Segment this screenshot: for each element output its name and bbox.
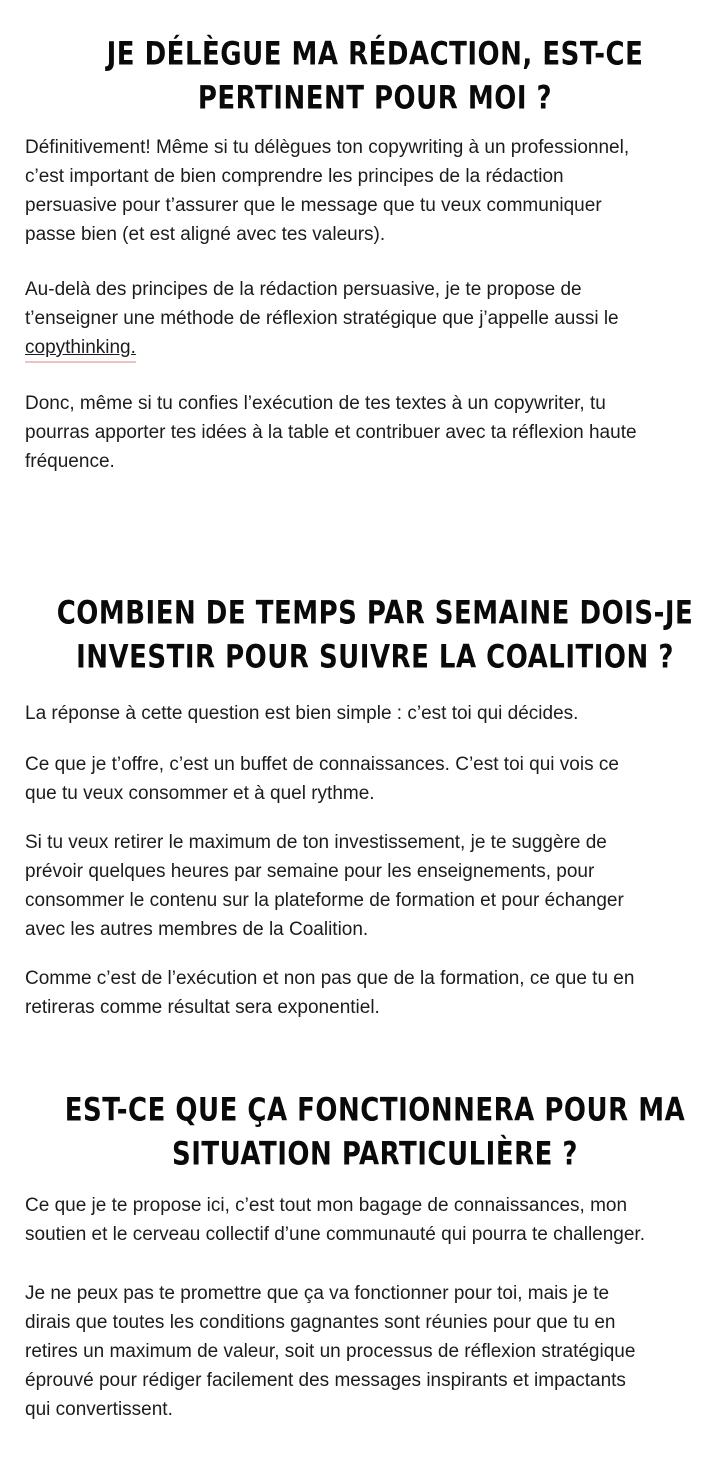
faq-page <box>0 33 727 1464</box>
text-line: c’est important de bien comprendre les principes de la rédaction <box>25 166 564 187</box>
text-line: Comme c’est de l’exécution et non pas que de la formation, ce que tu en <box>25 968 635 989</box>
text-line: Si tu veux retirer le maximum de ton investissement, je te suggère de <box>25 832 607 853</box>
text-line: Au-delà des principes de la rédaction persuasive, je te propose de <box>25 279 582 300</box>
paragraph-lines <box>25 275 725 333</box>
faq-question-particular-situation <box>25 1089 725 1177</box>
text-line: prévoir quelques heures par semaine pour les enseignements, pour <box>25 861 595 882</box>
text-line: Définitivement! Même si tu délègues ton copywriting à un professionnel, <box>25 137 630 158</box>
faq-question-delegation <box>25 33 725 121</box>
faq-heading-line: EST-CE QUE ÇA FONCTIONNERA POUR MA <box>64 1092 686 1130</box>
text-line: dirais que toutes les conditions gagnantes sont réunies pour que tu en <box>25 1312 616 1333</box>
faq-heading-line: INVESTIR POUR SUIVRE LA COALITION ? <box>76 639 674 677</box>
text-line: éprouvé pour rédiger facilement des messages inspirants et impactants <box>25 1370 626 1391</box>
text-line: t’enseigner une méthode de réflexion stratégique que j’appelle aussi le <box>25 308 619 329</box>
faq-question-time-investment <box>25 592 725 680</box>
text-line: retires un maximum de valeur, soit un processus de réflexion stratégique <box>25 1341 636 1362</box>
faq-heading-line: JE DÉLÈGUE MA RÉDACTION, EST-CE <box>106 36 644 74</box>
paragraph-with-link <box>25 275 725 363</box>
paragraph <box>25 964 725 1022</box>
text-line: que tu veux consommer et à quel rythme. <box>25 783 375 804</box>
faq-heading-line: SITUATION PARTICULIÈRE ? <box>171 1136 579 1174</box>
faq-section-delegation <box>25 33 725 476</box>
faq-heading-line: PERTINENT POUR MOI ? <box>197 80 553 118</box>
copythinking-link[interactable]: copythinking. <box>25 335 136 363</box>
text-line: persuasive pour t’assurer que le message que tu veux communiquer <box>25 195 602 216</box>
text-line: fréquence. <box>25 451 115 472</box>
faq-section-time-investment <box>25 592 725 1022</box>
text-line: passe bien (et est aligné avec tes valeurs). <box>25 224 386 245</box>
faq-heading-line: COMBIEN DE TEMPS PAR SEMAINE DOIS-JE <box>56 595 694 633</box>
text-line: retireras comme résultat sera exponentiel. <box>25 997 380 1018</box>
text-line: avec les autres membres de la Coalition. <box>25 919 369 940</box>
paragraph <box>25 699 725 728</box>
text-line: Ce que je t’offre, c’est un buffet de connaissances. C’est toi qui vois ce <box>25 754 619 775</box>
text-line: qui convertissent. <box>25 1399 173 1420</box>
paragraph <box>25 750 725 808</box>
paragraph <box>25 1279 725 1424</box>
text-line: Donc, même si tu confies l’exécution de tes textes à un copywriter, tu <box>25 393 606 414</box>
text-line: Je ne peux pas te promettre que ça va fonctionner pour toi, mais je te <box>25 1283 610 1304</box>
text-line: soutien et le cerveau collectif d’une communauté qui pourra te challenger. <box>25 1224 645 1245</box>
paragraph <box>25 828 725 944</box>
paragraph <box>25 1191 725 1249</box>
paragraph <box>25 389 725 476</box>
faq-section-particular-situation <box>25 1089 725 1424</box>
text-line: consommer le contenu sur la plateforme de formation et pour échanger <box>25 890 624 911</box>
text-line: La réponse à cette question est bien simple : c’est toi qui décides. <box>25 703 579 724</box>
text-line: Ce que je te propose ici, c’est tout mon bagage de connaissances, mon <box>25 1195 628 1216</box>
paragraph <box>25 133 725 249</box>
text-line: pourras apporter tes idées à la table et contribuer avec ta réflexion haute <box>25 422 637 443</box>
